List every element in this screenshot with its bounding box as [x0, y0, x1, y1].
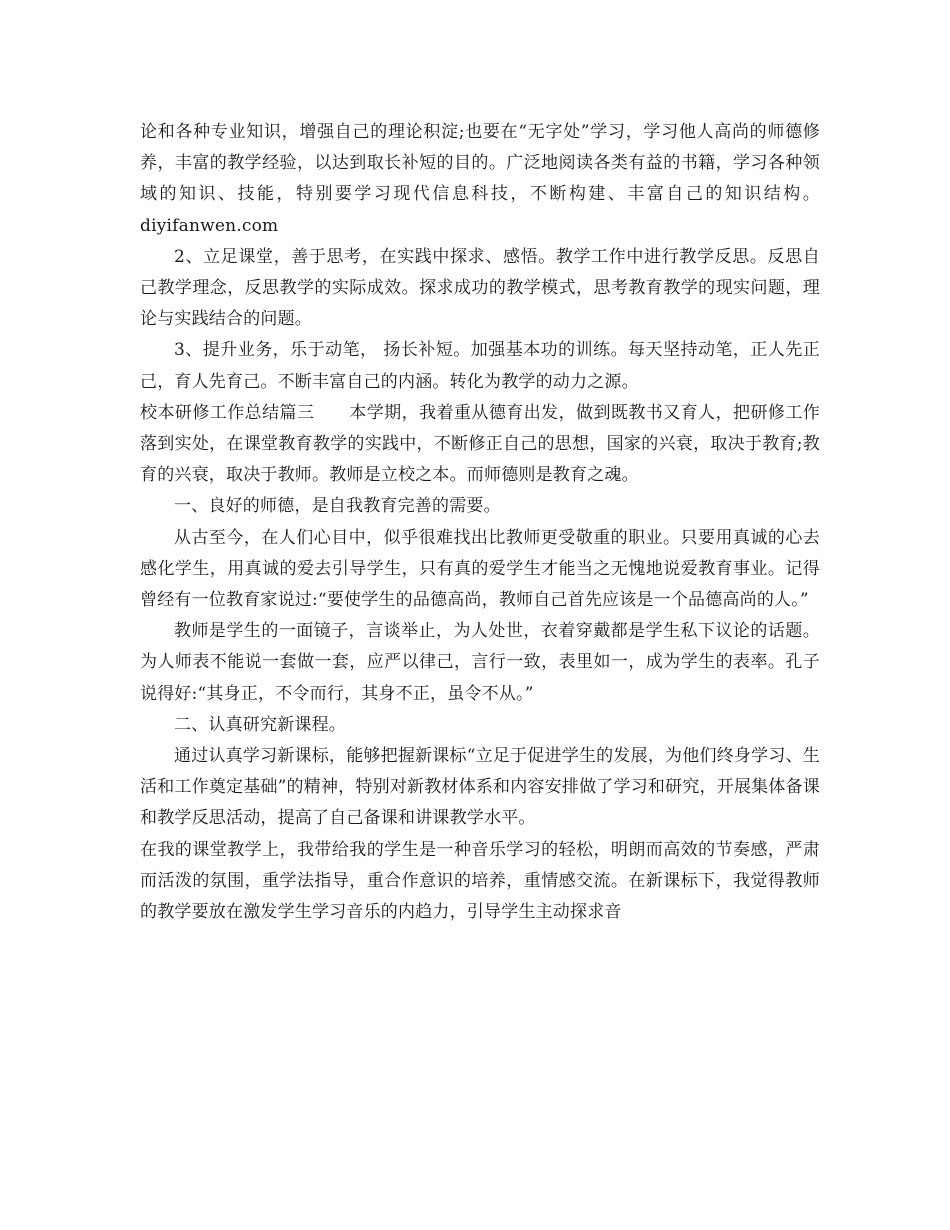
paragraph-3: 3、提升业务，乐于动笔， 扬长补短。加强基本功的训练。每天坚持动笔，正人先正己，育人先育己。不断丰富自己的内涵。转化为教学的动力之源。	[140, 340, 820, 392]
paragraph-1: 论和各种专业知识，增强自己的理论积淀;也要在“无字处”学习，学习他人高尚的师德修养，丰富的教学经验，以达到取长补短的目的。广泛地阅读各类有益的书籍，学习各种领域的知识、技能，特别要学习现代信息科技，不断构建、丰富自己的知识结构。diyifanwen.com	[140, 122, 820, 236]
heading-two: 二、认真研究新课程。	[174, 714, 346, 735]
paragraph-9: 通过认真学习新课标，能够把握新课标“立足于促进学生的发展，为他们终身学习、生活和工作奠定基础”的精神，特别对新教材体系和内容安排做了学习和研究，开展集体备课和教学反思活动，提高了自己备课和讲课教学水平。	[140, 746, 820, 829]
paragraph-10: 在我的课堂教学上，我带给我的学生是一种音乐学习的轻松，明朗而高效的节奏感，严肃而活泼的氛围，重学法指导，重合作意识的培养，重情感交流。在新课标下，我觉得教师的教学要放在激发学生学习音乐的内趋力，引导学生主动探求音	[140, 839, 820, 923]
paragraph-6: 从古至今，在人们心目中，似乎很难找出比教师更受敬重的职业。只要用真诚的心去感化学生，用真诚的爱去引导学生，只有真的爱学生才能当之无愧地说爱教育事业。记得曾经有一位教育家说过:“要使学生的品德高尚，教师自己首先应该是一个品德高尚的人。”	[140, 527, 820, 611]
paragraph-2: 2、立足课堂，善于思考，在实践中探求、感悟。教学工作中进行教学反思。反思自己教学理念，反思教学的实际成效。探求成功的教学模式，思考教育教学的现实问题，理论与实践结合的问题。	[140, 246, 820, 330]
heading-one: 一、良好的师德，是自我教育完善的需要。	[174, 496, 501, 517]
paragraph-7: 教师是学生的一面镜子，言谈举止，为人处世，衣着穿戴都是学生私下议论的话题。为人师表不能说一套做一套，应严以律己，言行一致，表里如一，成为学生的表率。孔子说得好:“其身正，不令而行，其身不正，虽令不从。”	[140, 621, 820, 704]
document-body	[140, 117, 820, 928]
section-heading-paragraph: 校本研修工作总结篇三 本学期，我着重从德育出发，做到既教书又育人，把研修工作落到实处，在课堂教育教学的实践中，不断修正自己的思想，国家的兴衰，取决于教育;教育的兴衰，取决于教师。教师是立校之本。而师德则是教育之魂。	[140, 402, 820, 486]
